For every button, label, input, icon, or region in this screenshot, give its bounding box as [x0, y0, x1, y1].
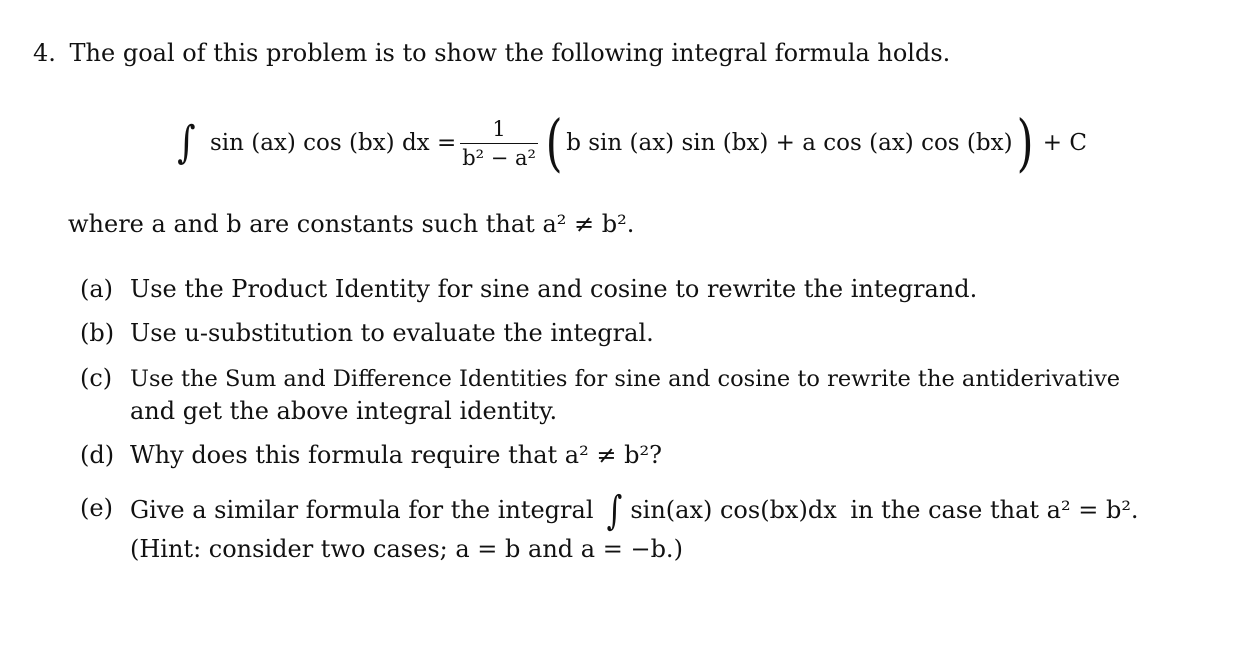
part-c-label: (c): [80, 364, 113, 392]
problem-intro: The goal of this problem is to show the following integral formula holds.: [69, 39, 951, 67]
right-paren: ): [1016, 106, 1034, 179]
part-c: [80, 363, 1120, 394]
part-b: [80, 318, 654, 348]
part-e-label: (e): [80, 494, 113, 522]
inline-integral-sign: ∫: [606, 488, 622, 534]
part-b-text: Use u-substitution to evaluate the integral.: [130, 319, 654, 347]
formula-rhs-tail: + C: [1042, 130, 1087, 156]
part-e-text-after: in the case that a² = b².: [850, 496, 1139, 524]
left-paren: (: [545, 106, 563, 179]
part-a-text: Use the Product Identity for sine and cosine to rewrite the integrand.: [130, 275, 978, 303]
part-e-hint: (Hint: consider two cases; a = b and a = −b.): [130, 535, 683, 563]
formula-fraction: [460, 117, 538, 170]
part-c-continued: and get the above integral identity.: [130, 397, 558, 425]
problem-number: 4.: [33, 39, 56, 67]
part-d-text: Why does this formula require that a² ≠ b²?: [130, 441, 662, 469]
part-b-label: (b): [80, 319, 115, 347]
part-a: [80, 274, 977, 304]
part-e-text-before: Give a similar formula for the integral: [130, 496, 594, 524]
integral-sign: ∫: [177, 117, 196, 168]
fraction-numerator: 1: [492, 116, 506, 141]
fraction-denominator: b² − a²: [462, 145, 536, 170]
part-a-label: (a): [80, 275, 114, 303]
part-c-text: Use the Sum and Difference Identities for sine and cosine to rewrite the antiderivative: [130, 366, 1121, 392]
problem-header: [33, 38, 950, 68]
part-e: [80, 488, 1139, 534]
part-d: [80, 440, 662, 470]
condition-text: where a and b are constants such that a² ≠ b².: [68, 210, 635, 238]
formula-rhs-inner: b sin (ax) sin (bx) + a cos (ax) cos (bx): [566, 130, 1013, 156]
part-d-label: (d): [80, 441, 115, 469]
formula-lhs: sin (ax) cos (bx) dx =: [209, 130, 457, 156]
part-e-integral-expr: sin(ax) cos(bx)dx: [630, 496, 837, 524]
integral-formula: [175, 103, 1087, 183]
